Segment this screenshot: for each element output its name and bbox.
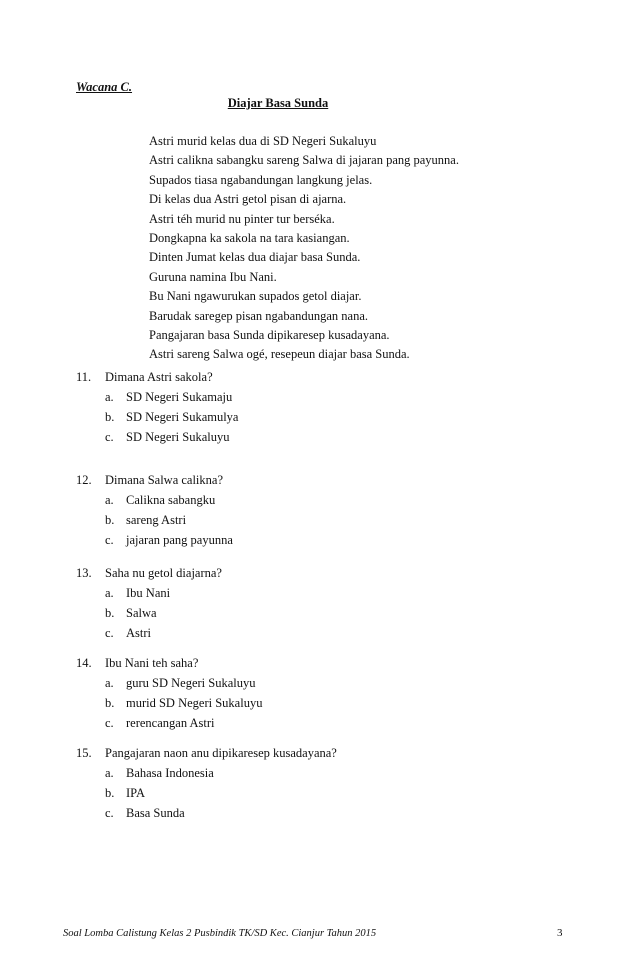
option-text: IPA (126, 786, 145, 800)
option-text: Bahasa Indonesia (126, 766, 214, 780)
answer-option[interactable] (76, 763, 337, 783)
option-letter: c. (105, 430, 114, 444)
answer-option[interactable] (76, 387, 238, 407)
option-text: jajaran pang payunna (126, 533, 233, 547)
answer-option[interactable] (76, 623, 222, 643)
question-text: Ibu Nani teh saha? (105, 656, 199, 670)
question-12 (76, 470, 233, 550)
option-letter: c. (105, 626, 114, 640)
answer-option[interactable] (76, 673, 262, 693)
question-11 (76, 367, 238, 447)
option-text: SD Negeri Sukamaju (126, 390, 233, 404)
option-letter: a. (105, 390, 114, 404)
answer-option[interactable] (76, 783, 337, 803)
option-text: Salwa (126, 606, 157, 620)
answer-option[interactable] (76, 407, 238, 427)
passage-title: Diajar Basa Sunda (227, 96, 329, 110)
question-number: 13. (76, 566, 92, 580)
option-letter: b. (105, 606, 115, 620)
passage-line: Pangajaran basa Sunda dipikaresep kusadayana. (149, 327, 390, 342)
option-text: guru SD Negeri Sukaluyu (126, 676, 256, 690)
passage-line: Dongkapna ka sakola na tara kasiangan. (149, 230, 350, 245)
answer-option[interactable] (76, 693, 262, 713)
option-text: murid SD Negeri Sukaluyu (126, 696, 263, 710)
passage-line: Guruna namina Ibu Nani. (149, 269, 277, 284)
option-text: Astri (126, 626, 151, 640)
answer-option[interactable] (76, 427, 238, 447)
option-letter: a. (105, 676, 114, 690)
page-number: 3 (557, 927, 563, 939)
question-text: Pangajaran naon anu dipikaresep kusadayana? (105, 746, 337, 760)
passage-line: Dinten Jumat kelas dua diajar basa Sunda. (149, 250, 361, 265)
option-text: Calikna sabangku (126, 493, 216, 507)
option-letter: b. (105, 410, 115, 424)
passage-line: Supados tiasa ngabandungan langkung jelas. (149, 172, 373, 187)
option-text: sareng Astri (126, 513, 187, 527)
question-15 (76, 743, 337, 823)
passage-line: Barudak saregep pisan ngabandungan nana. (149, 308, 369, 323)
question-text: Saha nu getol diajarna? (105, 566, 222, 580)
answer-option[interactable] (76, 583, 222, 603)
answer-option[interactable] (76, 803, 337, 823)
answer-option[interactable] (76, 530, 233, 550)
answer-option[interactable] (76, 603, 222, 623)
question-14 (76, 653, 262, 733)
passage-line: Astri téh murid nu pinter tur berséka. (149, 211, 335, 226)
question-number: 14. (76, 656, 92, 670)
question-number: 15. (76, 746, 92, 760)
option-letter: b. (105, 786, 115, 800)
option-text: rerencangan Astri (126, 716, 215, 730)
answer-option[interactable] (76, 490, 233, 510)
passage-line: Astri sareng Salwa ogé, resepeun diajar basa Sunda. (149, 347, 410, 362)
option-letter: c. (105, 806, 114, 820)
question-number: 12. (76, 473, 92, 487)
option-letter: a. (105, 766, 114, 780)
option-letter: c. (105, 533, 114, 547)
answer-option[interactable] (76, 510, 233, 530)
option-text: SD Negeri Sukamulya (126, 410, 239, 424)
option-text: SD Negeri Sukaluyu (126, 430, 230, 444)
answer-option[interactable] (76, 713, 262, 733)
passage-line: Astri calikna sabangku sareng Salwa di jajaran pang payunna. (149, 153, 459, 168)
section-heading: Wacana C. (76, 80, 133, 94)
option-letter: a. (105, 493, 114, 507)
question-text: Dimana Salwa calikna? (105, 473, 224, 487)
passage-line: Di kelas dua Astri getol pisan di ajarna. (149, 192, 347, 207)
passage-line: Astri murid kelas dua di SD Negeri Sukaluyu (149, 134, 377, 148)
option-text: Basa Sunda (126, 806, 185, 820)
option-letter: b. (105, 696, 115, 710)
page-footer: Soal Lomba Calistung Kelas 2 Pusbindik TK/SD Kec. Cianjur Tahun 2015 (63, 928, 377, 939)
option-letter: a. (105, 586, 114, 600)
question-text: Dimana Astri sakola? (105, 370, 213, 384)
question-13 (76, 563, 222, 643)
option-text: Ibu Nani (126, 586, 171, 600)
passage-line: Bu Nani ngawurukan supados getol diajar. (149, 289, 362, 304)
option-letter: b. (105, 513, 115, 527)
reading-passage (149, 132, 459, 365)
question-number: 11. (76, 370, 92, 384)
option-letter: c. (105, 716, 114, 730)
